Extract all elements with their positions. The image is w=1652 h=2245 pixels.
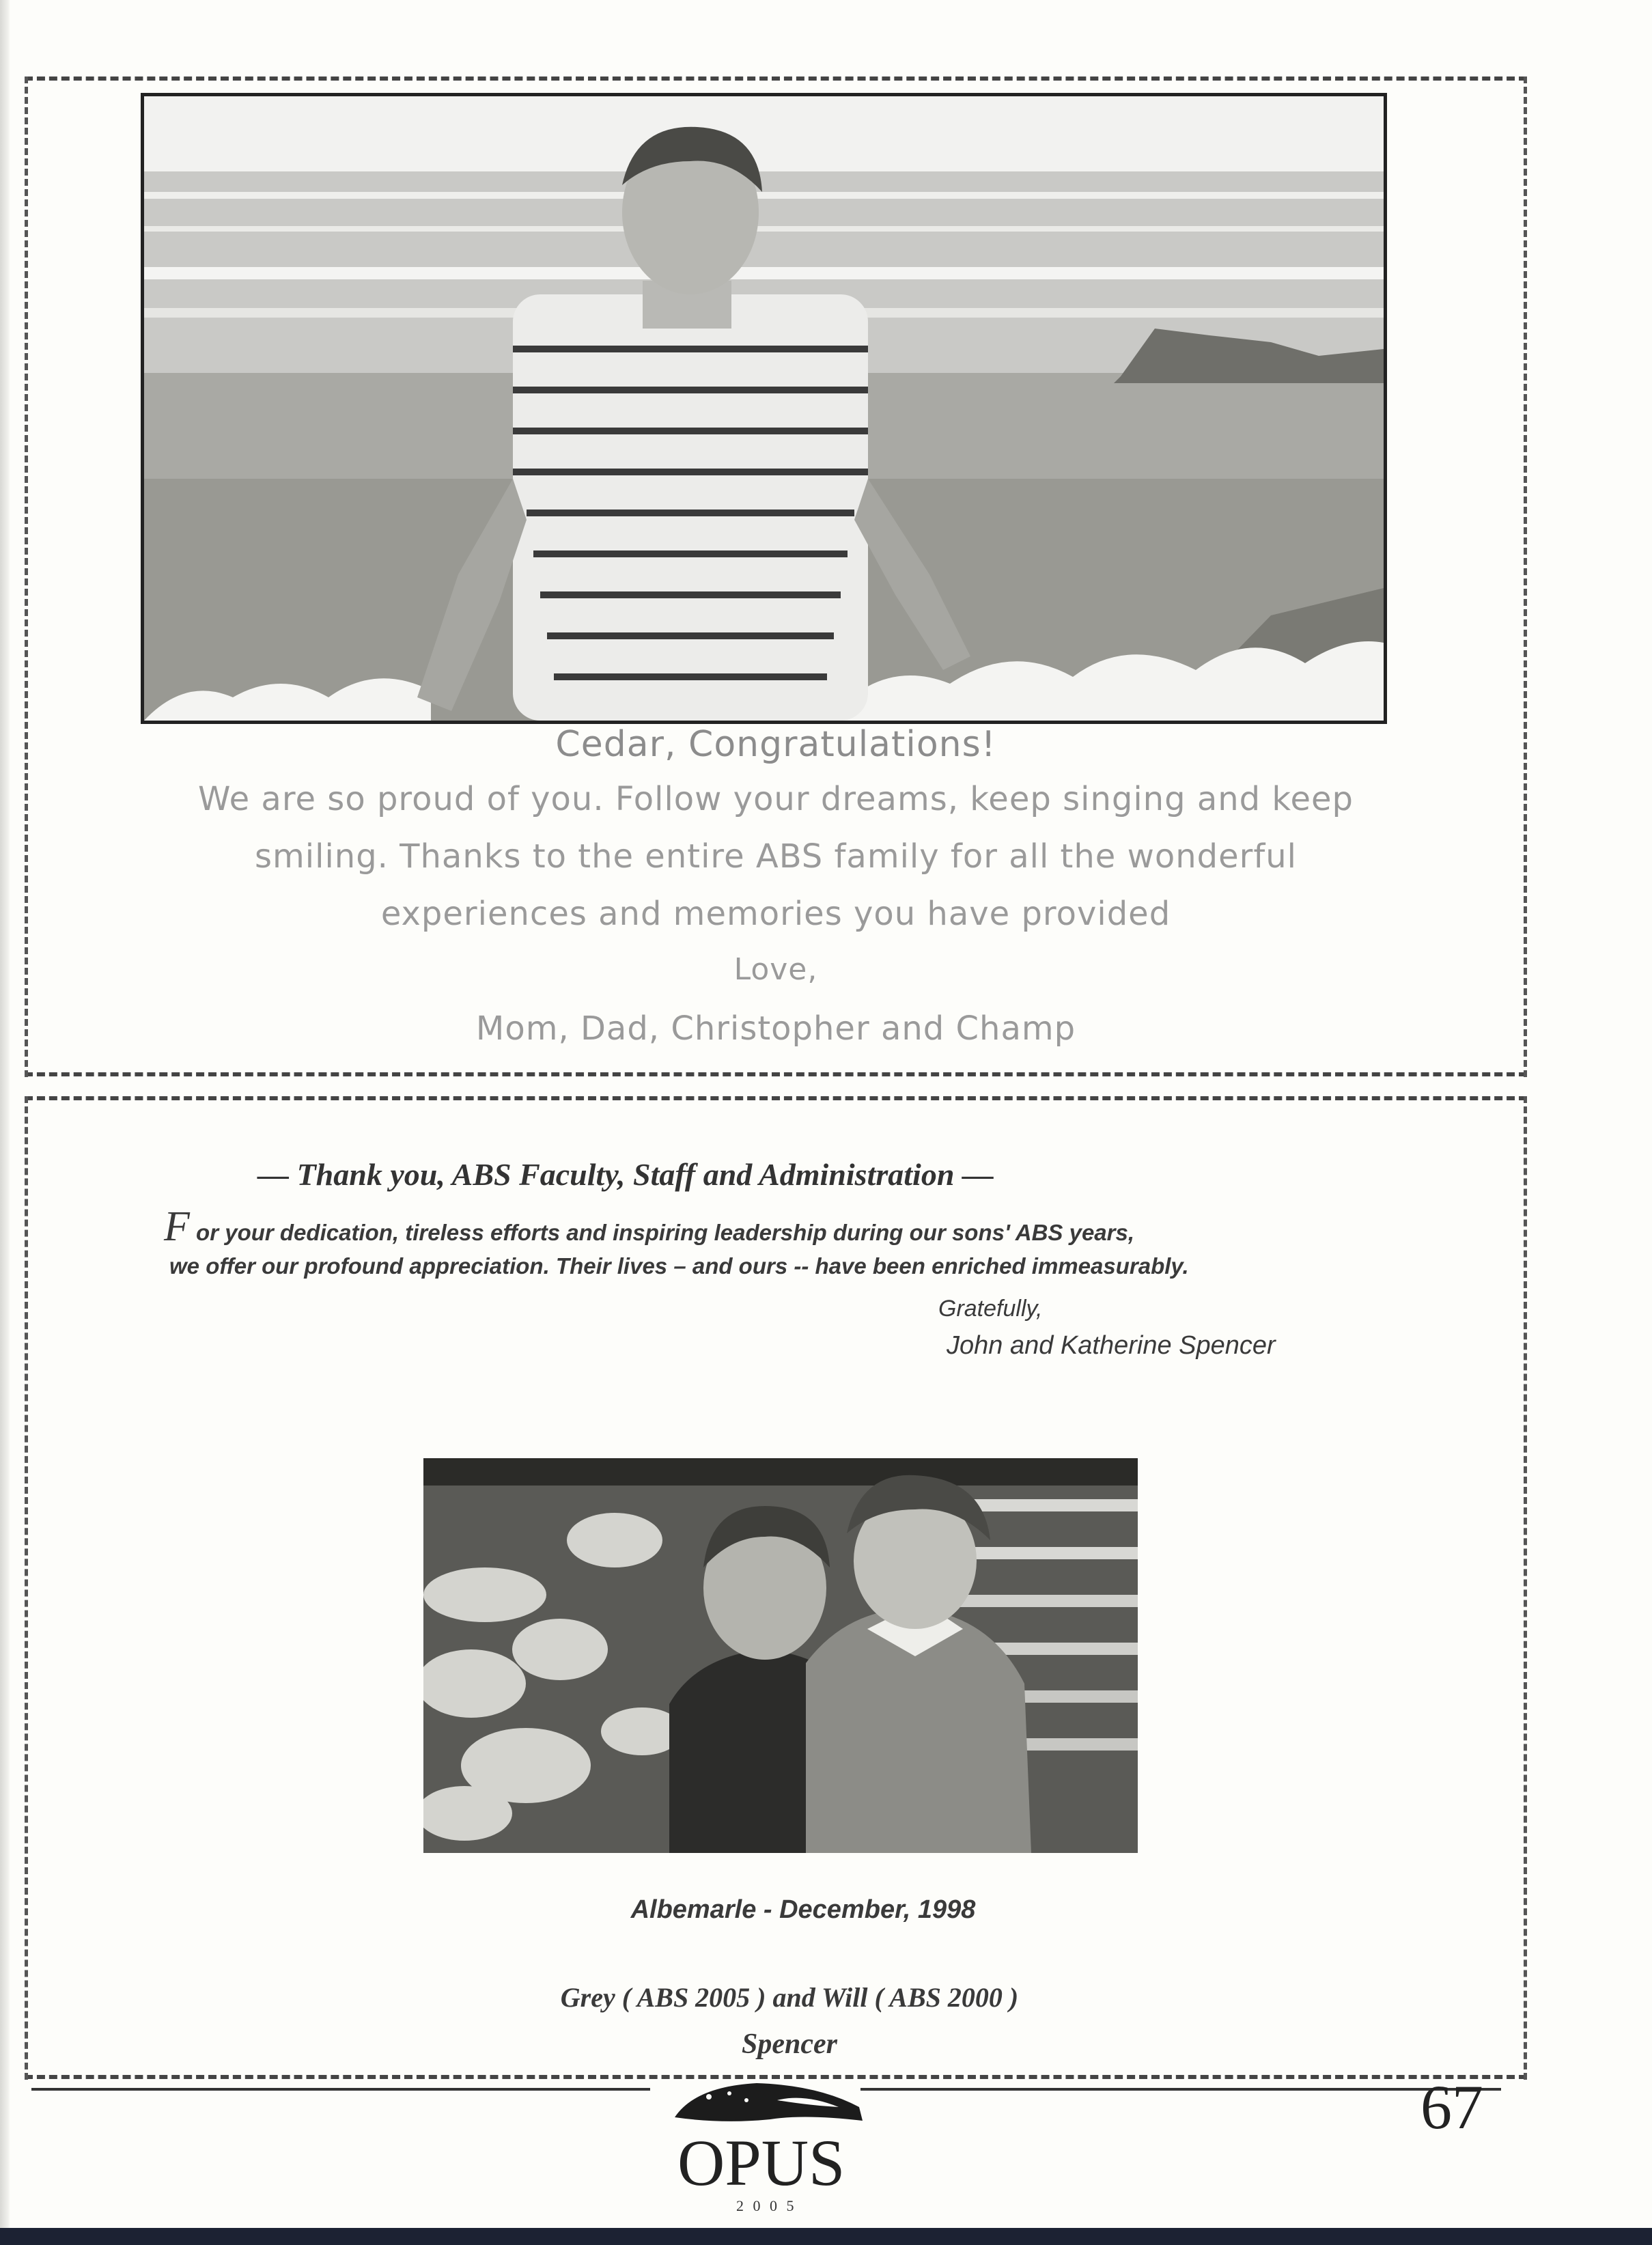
spencer-ad-signature: John and Katherine Spencer [947,1331,1276,1360]
photo-caption: Albemarle - December, 1998 [630,1895,976,1924]
cedar-ad-heading: Cedar, Congratulations! [555,724,996,765]
surname: Spencer [742,2028,837,2060]
spencer-ad-panel [25,1096,1527,2080]
panel-border-bottom [25,1072,1527,1076]
panel-border-bottom [25,2075,1527,2079]
opus-logo-year: 2 0 0 5 [736,2197,797,2214]
footer-rule-left [31,2088,650,2091]
panel-border-left [25,1096,28,2080]
footer-rule-right [860,2088,1501,2091]
cedar-ad-signature: Mom, Dad, Christopher and Champ [475,1009,1076,1048]
opus-logo-car-icon [668,2080,873,2128]
spencer-brothers-photo [423,1458,1138,1853]
spencer-ad-body-line-2: we offer our profound appreciation. Their lives – and ours -- have been enriched immeasurably. [169,1253,1189,1279]
panel-border-right [1524,1096,1527,2080]
cedar-ad-body-line-1: We are so proud of you. Follow your dreams, keep singing and keep [197,780,1354,818]
names-line: Grey ( ABS 2005 ) and Will ( ABS 2000 ) [560,1982,1019,2013]
cedar-ad-body-line-3: experiences and memories you have provided [380,895,1171,933]
page-bottom-edge [0,2228,1652,2245]
cedar-ad-panel [25,76,1527,1077]
opus-logo-letters: OPUS [677,2126,845,2199]
cedar-ad-closing: Love, [733,952,818,987]
spencer-ad-heading: — Thank you, ABS Faculty, Staff and Administration — [257,1157,994,1192]
spencer-ad-body-line-1 [164,1203,1134,1251]
drop-cap: F [164,1203,190,1250]
page-number: 67 [1420,2072,1483,2142]
panel-border-top [25,1096,1527,1100]
cedar-ad-body-line-2: smiling. Thanks to the entire ABS family for all the wonderful [255,837,1297,876]
cedar-beach-photo [141,93,1387,724]
panel-border-top [25,76,1527,81]
opus-logo [668,2080,873,2216]
spencer-ad-body-text-1: or your dedication, tireless efforts and inspiring leadership during our sons' ABS years, [196,1220,1135,1245]
page-binding-edge [0,0,10,2245]
spencer-ad-closing: Gratefully, [938,1296,1043,1322]
